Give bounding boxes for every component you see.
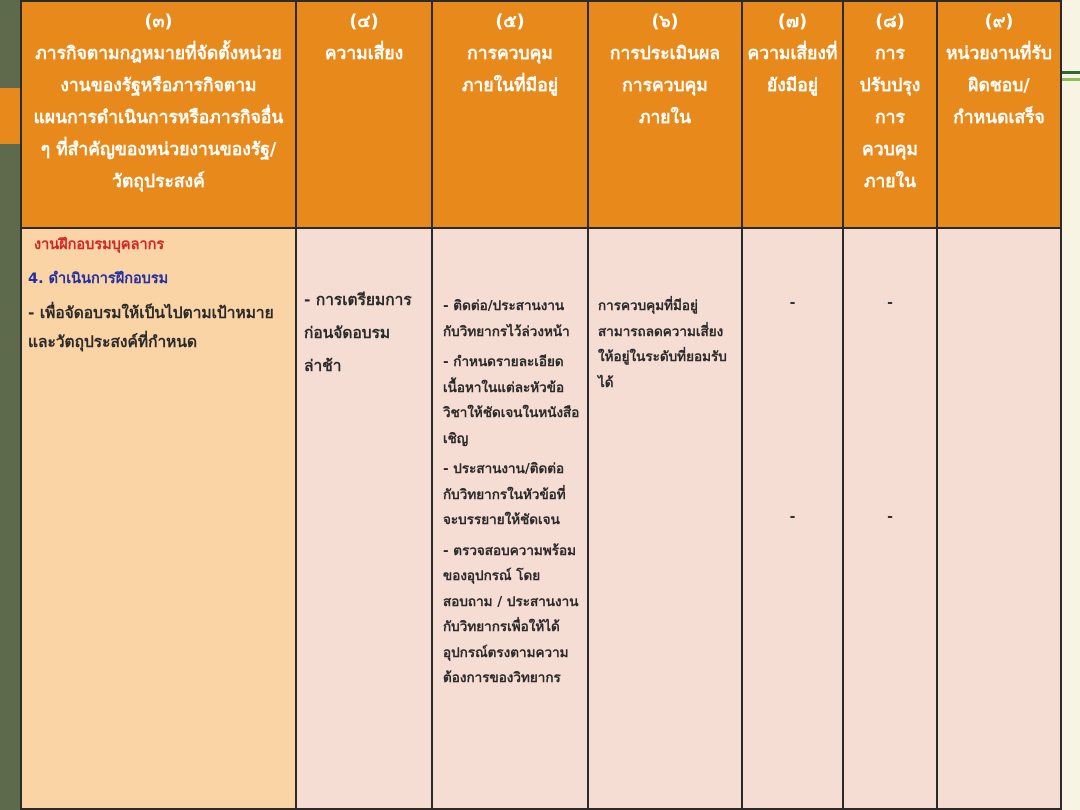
header-control-evaluation bbox=[588, 1, 742, 228]
section-title: งานฝึกอบรมบุคลากร bbox=[34, 237, 165, 253]
evaluation-cell bbox=[588, 228, 742, 809]
header-title: การควบคุมภายในที่มีอยู่ bbox=[462, 44, 558, 96]
header-title: การปรับปรุงการควบคุมภายใน bbox=[859, 44, 921, 192]
evaluation-text: การควบคุมที่มีอยู่สามารถลดความเสี่ยงให้อยู่ในระดับที่ยอมรับได้ bbox=[598, 298, 727, 391]
header-title: ความเสี่ยง bbox=[324, 44, 404, 64]
remaining-risk-value: - bbox=[789, 509, 796, 525]
header-title: การประเมินผลการควบคุมภายใน bbox=[609, 44, 721, 128]
right-decor-line bbox=[1060, 78, 1080, 81]
table-row bbox=[21, 228, 1061, 809]
risk-control-table bbox=[20, 0, 1062, 810]
header-number: (๙) bbox=[984, 12, 1014, 32]
header-risk bbox=[296, 1, 432, 228]
header-mission bbox=[21, 1, 296, 228]
right-decor-line bbox=[1060, 71, 1080, 74]
objective-text: - เพื่อจัดอบรมให้เป็นไปตามเป้าหมายและวัตถุประสงค์ที่กำหนด bbox=[28, 304, 274, 351]
header-number: (๗) bbox=[777, 12, 808, 32]
header-remaining-risk bbox=[742, 1, 843, 228]
left-decor-accent bbox=[0, 88, 20, 144]
list-item: - ประสานงาน/ติดต่อ กับวิทยากรในหัวข้อที่จะบรรยายให้ชัดเจน bbox=[443, 461, 566, 528]
header-number: (๔) bbox=[349, 12, 379, 32]
controls-cell bbox=[432, 228, 588, 809]
controls-list bbox=[434, 230, 586, 692]
header-title: ภารกิจตามกฎหมายที่จัดตั้งหน่วยงานของรัฐหรือภารกิจตามแผนการดำเนินการหรือภารกิจอื่น ๆ ที่สำคัญของหน่วยงานของรัฐ/วัตถุประสงค์ bbox=[33, 44, 284, 192]
header-control-improvement bbox=[843, 1, 937, 228]
list-item: - ตรวจสอบความพร้อมของอุปกรณ์ โดยสอบถาม / ประสานงานกับวิทยากรเพื่อให้ได้อุปกรณ์ตรงตามความต้องการของวิทยากร bbox=[443, 542, 579, 686]
remaining-risk-cell bbox=[742, 228, 843, 809]
list-item: - กำหนดรายละเอียดเนื้อหาในแต่ละหัวข้อวิชาให้ชัดเจนในหนังสือเชิญ bbox=[443, 354, 580, 447]
risk-cell bbox=[296, 228, 432, 809]
header-title: ความเสี่ยงที่ยังมีอยู่ bbox=[747, 44, 838, 96]
improvement-cell bbox=[843, 228, 937, 809]
header-row bbox=[21, 1, 1061, 228]
header-number: (๘) bbox=[875, 12, 905, 32]
header-existing-controls bbox=[432, 1, 588, 228]
responsible-unit-cell bbox=[937, 228, 1061, 809]
list-item: - ติดต่อ/ประสานงาน กับวิทยากรไว้ล่วงหน้า bbox=[443, 298, 570, 340]
header-number: (๕) bbox=[495, 12, 525, 32]
mission-cell bbox=[21, 228, 296, 809]
risk-text: - การเตรียมการก่อนจัดอบรมล่าช้า bbox=[304, 291, 412, 375]
header-title: หน่วยงานที่รับผิดชอบ/กำหนดเสร็จ bbox=[946, 44, 1052, 128]
header-responsible-unit bbox=[937, 1, 1061, 228]
header-number: (๓) bbox=[144, 12, 173, 32]
improvement-value: - bbox=[887, 295, 893, 311]
header-number: (๖) bbox=[651, 12, 679, 32]
activity-title: 4. ดำเนินการฝึกอบรม bbox=[28, 271, 169, 287]
improvement-value: - bbox=[887, 509, 893, 525]
remaining-risk-value: - bbox=[789, 295, 796, 311]
